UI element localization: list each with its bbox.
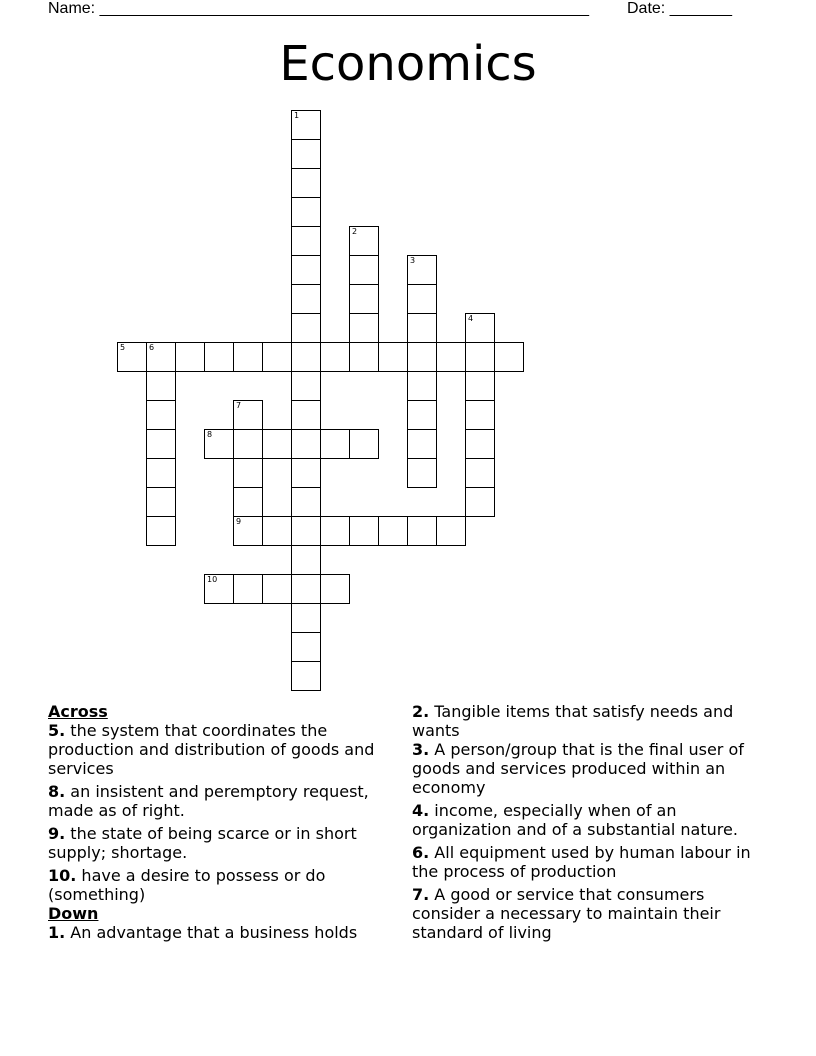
cell-number: 10 (207, 575, 218, 584)
clue-across-10 (48, 866, 408, 904)
clue-text: have a desire to possess or do (something) (48, 866, 326, 904)
crossword-cell[interactable] (378, 342, 408, 372)
crossword-cell[interactable] (349, 429, 379, 459)
crossword-cell[interactable] (320, 429, 350, 459)
crossword-cell[interactable] (465, 400, 495, 430)
crossword-cell[interactable] (349, 255, 379, 285)
clue-number: 2. (412, 702, 430, 721)
crossword-cell[interactable] (291, 284, 321, 314)
crossword-cell[interactable] (233, 487, 263, 517)
clue-text: income, especially when of an organization and of a substantial nature. (412, 801, 738, 839)
cell-number: 9 (236, 517, 242, 526)
crossword-cell[interactable] (117, 342, 147, 372)
clue-text: the state of being scarce or in short supply; shortage. (48, 824, 357, 862)
down-heading: Down (48, 904, 99, 923)
crossword-cell[interactable] (407, 516, 437, 546)
crossword-cell[interactable] (349, 516, 379, 546)
clue-text: An advantage that a business holds (65, 923, 358, 942)
crossword-cell[interactable] (146, 342, 176, 372)
crossword-cell[interactable] (349, 313, 379, 343)
clue-down-2 (412, 702, 772, 740)
clue-number: 4. (412, 801, 430, 820)
crossword-cell[interactable] (291, 342, 321, 372)
crossword-cell[interactable] (436, 516, 466, 546)
clue-number: 7. (412, 885, 430, 904)
crossword-cell[interactable] (320, 574, 350, 604)
clue-down-6 (412, 843, 772, 881)
clue-text: A person/group that is the final user of goods and services produced within an economy (412, 740, 744, 797)
crossword-cell[interactable] (465, 458, 495, 488)
crossword-cell[interactable] (291, 458, 321, 488)
crossword-cell[interactable] (262, 342, 292, 372)
clues-left-column (48, 702, 408, 946)
crossword-cell[interactable] (204, 429, 234, 459)
crossword-cell[interactable] (291, 516, 321, 546)
clue-number: 8. (48, 782, 66, 801)
crossword-cell[interactable] (349, 284, 379, 314)
crossword-cell[interactable] (320, 342, 350, 372)
crossword-cell[interactable] (407, 313, 437, 343)
clue-text: A good or service that consumers consider a necessary to maintain their standard of living (412, 885, 721, 942)
clue-number: 3. (412, 740, 430, 759)
crossword-cell[interactable] (291, 429, 321, 459)
crossword-cell[interactable] (146, 487, 176, 517)
clue-across-8 (48, 782, 408, 820)
crossword-cell[interactable] (407, 429, 437, 459)
cell-number: 7 (236, 401, 242, 410)
clue-number: 1. (48, 923, 66, 942)
across-heading: Across (48, 702, 108, 721)
crossword-cell[interactable] (407, 255, 437, 285)
clue-number: 6. (412, 843, 430, 862)
crossword-cell[interactable] (291, 255, 321, 285)
crossword-cell[interactable] (349, 226, 379, 256)
crossword-cell[interactable] (407, 342, 437, 372)
crossword-cell[interactable] (146, 400, 176, 430)
crossword-cell[interactable] (378, 516, 408, 546)
crossword-cell[interactable] (291, 603, 321, 633)
crossword-cell[interactable] (291, 545, 321, 575)
clue-text: Tangible items that satisfy needs and wants (412, 702, 734, 740)
crossword-cell[interactable] (494, 342, 524, 372)
crossword-cell[interactable] (465, 313, 495, 343)
clue-across-5 (48, 721, 408, 778)
crossword-cell[interactable] (262, 429, 292, 459)
crossword-cell[interactable] (233, 458, 263, 488)
crossword-cell[interactable] (204, 342, 234, 372)
name-field-label: Name: _______________________________________________________ (48, 0, 589, 17)
clue-text: All equipment used by human labour in the process of production (412, 843, 751, 881)
crossword-cell[interactable] (233, 429, 263, 459)
crossword-cell[interactable] (407, 458, 437, 488)
cell-number: 2 (352, 227, 358, 236)
clue-down-3 (412, 740, 772, 797)
crossword-cell[interactable] (146, 429, 176, 459)
crossword-cell[interactable] (291, 574, 321, 604)
clue-down-7 (412, 885, 772, 942)
clue-text: an insistent and peremptory request, made as of right. (48, 782, 369, 820)
crossword-cell[interactable] (175, 342, 205, 372)
crossword-cell[interactable] (233, 516, 263, 546)
crossword-cell[interactable] (233, 574, 263, 604)
crossword-cell[interactable] (465, 487, 495, 517)
crossword-cell[interactable] (291, 632, 321, 662)
crossword-cell[interactable] (407, 371, 437, 401)
cell-number: 8 (207, 430, 213, 439)
cell-number: 5 (120, 343, 126, 352)
crossword-cell[interactable] (146, 458, 176, 488)
clue-text: the system that coordinates the production and distribution of goods and services (48, 721, 375, 778)
crossword-cell[interactable] (465, 371, 495, 401)
crossword-cell[interactable] (436, 342, 466, 372)
date-field-label: Date: _______ (627, 0, 732, 17)
crossword-cell[interactable] (407, 284, 437, 314)
clue-number: 5. (48, 721, 66, 740)
crossword-cell[interactable] (465, 342, 495, 372)
crossword-cell[interactable] (291, 168, 321, 198)
cell-number: 4 (468, 314, 474, 323)
crossword-cell[interactable] (262, 516, 292, 546)
crossword-cell[interactable] (262, 574, 292, 604)
crossword-cell[interactable] (291, 226, 321, 256)
clue-down-4 (412, 801, 772, 839)
crossword-cell[interactable] (320, 516, 350, 546)
crossword-cell[interactable] (146, 371, 176, 401)
clue-number: 9. (48, 824, 66, 843)
cell-number: 1 (294, 111, 300, 120)
crossword-cell[interactable] (407, 400, 437, 430)
crossword-cell[interactable] (291, 400, 321, 430)
crossword-cell[interactable] (291, 487, 321, 517)
crossword-cell[interactable] (233, 400, 263, 430)
crossword-cell[interactable] (291, 197, 321, 227)
crossword-cell[interactable] (349, 342, 379, 372)
clue-across-9 (48, 824, 408, 862)
clue-down-1 (48, 923, 408, 942)
crossword-cell[interactable] (233, 342, 263, 372)
clues-right-column (412, 702, 772, 946)
cell-number: 3 (410, 256, 416, 265)
crossword-cell[interactable] (291, 661, 321, 691)
crossword-cell[interactable] (465, 429, 495, 459)
page-title: Economics (279, 36, 537, 92)
crossword-cell[interactable] (146, 516, 176, 546)
cell-number: 6 (149, 343, 155, 352)
crossword-cell[interactable] (291, 110, 321, 140)
crossword-cell[interactable] (291, 139, 321, 169)
clue-number: 10. (48, 866, 77, 885)
crossword-cell[interactable] (291, 313, 321, 343)
crossword-cell[interactable] (291, 371, 321, 401)
crossword-cell[interactable] (204, 574, 234, 604)
